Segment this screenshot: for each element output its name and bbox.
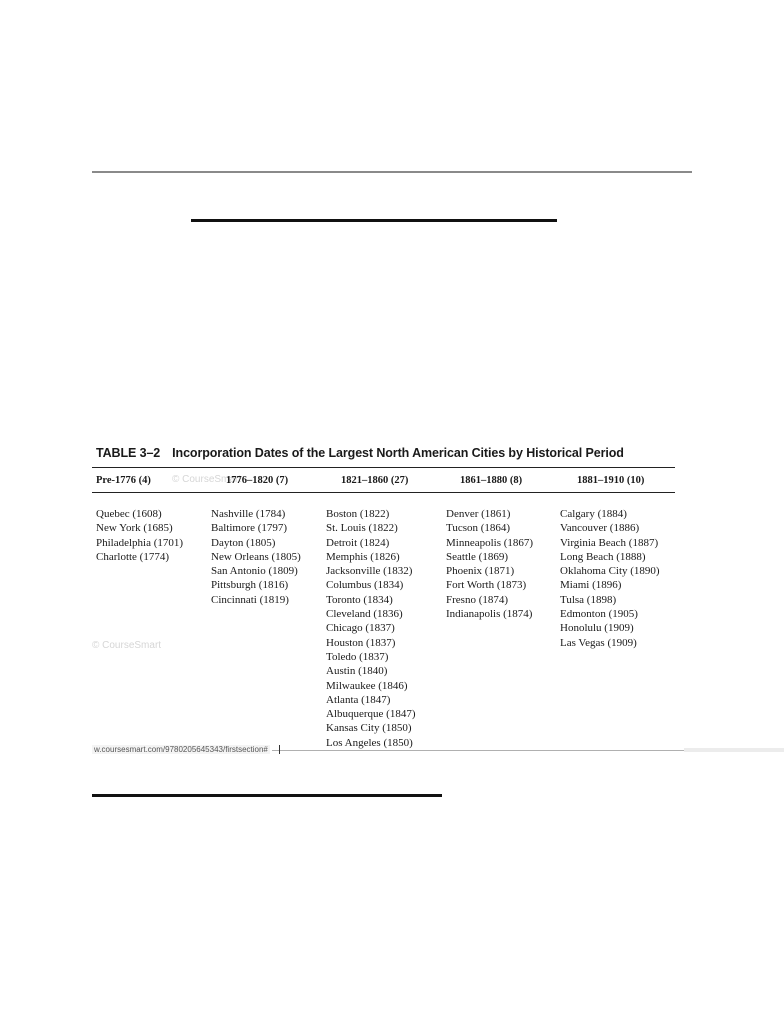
column-header-1776-1820: 1776–1820 (7) xyxy=(226,475,289,486)
table-cell-city: Dayton (1805) xyxy=(211,536,276,549)
watermark-body: © CourseSmart xyxy=(92,640,162,651)
table-cell-city: Cleveland (1836) xyxy=(326,608,403,621)
table-cell-city: Detroit (1824) xyxy=(326,536,390,549)
table-cell-city: Columbus (1834) xyxy=(326,579,404,592)
url-bar-line xyxy=(272,750,684,751)
top-horizontal-rule xyxy=(92,171,692,173)
table-cell-city: Edmonton (1905) xyxy=(560,608,638,621)
url-text[interactable]: w.coursesmart.com/9780205645343/firstsection# xyxy=(94,745,268,754)
url-status-bar xyxy=(92,745,692,757)
table-cell-city: Jacksonville (1832) xyxy=(326,565,413,578)
table-cell-city: Milwaukee (1846) xyxy=(326,679,408,692)
table-cell-city: Charlotte (1774) xyxy=(96,550,170,563)
table-cell-city: Minneapolis (1867) xyxy=(446,536,534,549)
column-1776-1820 xyxy=(211,507,301,607)
table-cell-city: Austin (1840) xyxy=(326,665,388,678)
table-header-top-rule xyxy=(92,467,675,468)
text-cursor-icon xyxy=(279,745,280,754)
table-cell-city: Phoenix (1871) xyxy=(446,565,515,578)
upper-black-rule xyxy=(191,219,557,222)
table-cell-city: Vancouver (1886) xyxy=(560,522,640,535)
table-cell-city: Kansas City (1850) xyxy=(326,722,412,735)
table-cell-city: Boston (1822) xyxy=(326,508,390,520)
watermark-header: © CourseSmart xyxy=(172,474,242,485)
table-cell-city: Los Angeles (1850) xyxy=(326,736,413,749)
table-cell-city: Nashville (1784) xyxy=(211,508,286,520)
table-cell-city: Memphis (1826) xyxy=(326,550,400,563)
table-cell-city: Virginia Beach (1887) xyxy=(560,536,659,549)
table-cell-city: Denver (1861) xyxy=(446,508,511,520)
table-cell-city: Pittsburgh (1816) xyxy=(211,579,289,592)
bottom-black-rule xyxy=(92,794,442,797)
table-cell-city: Tulsa (1898) xyxy=(560,593,617,606)
column-header-1881-1910: 1881–1910 (10) xyxy=(577,475,645,486)
table-cell-city: Calgary (1884) xyxy=(560,508,627,520)
url-bar-fade xyxy=(684,748,784,752)
column-header-1861-1880: 1861–1880 (8) xyxy=(460,475,523,486)
table-cell-city: Fresno (1874) xyxy=(446,593,509,606)
table-cell-city: New York (1685) xyxy=(96,522,173,535)
table-cell-city: New Orleans (1805) xyxy=(211,550,301,563)
table-cell-city: Philadelphia (1701) xyxy=(96,536,184,549)
table-cell-city: Toronto (1834) xyxy=(326,593,393,606)
table-cell-city: Indianapolis (1874) xyxy=(446,608,533,621)
table-cell-city: Albuquerque (1847) xyxy=(326,708,416,721)
table-cell-city: Long Beach (1888) xyxy=(560,550,646,563)
table-cell-city: Cincinnati (1819) xyxy=(211,593,289,606)
table-title: Incorporation Dates of the Largest North American Cities by Historical Period xyxy=(172,446,624,460)
table-cell-city: Fort Worth (1873) xyxy=(446,579,527,592)
table-cell-city: Baltimore (1797) xyxy=(211,522,288,535)
table-cell-city: Oklahoma City (1890) xyxy=(560,565,660,578)
table-cell-city: Chicago (1837) xyxy=(326,622,395,635)
table-number: TABLE 3–2 xyxy=(96,446,161,460)
table-cell-city: Toledo (1837) xyxy=(326,650,389,663)
column-1821-1860 xyxy=(326,507,416,750)
table-cell-city: Tucson (1864) xyxy=(446,522,511,535)
table-cell-city: Miami (1896) xyxy=(560,579,622,592)
column-1861-1880 xyxy=(446,507,533,621)
table-cell-city: St. Louis (1822) xyxy=(326,522,398,535)
table-cell-city: Honolulu (1909) xyxy=(560,622,634,635)
column-pre-1776 xyxy=(96,507,183,564)
table-caption xyxy=(96,446,696,460)
table-cell-city: San Antonio (1809) xyxy=(211,565,298,578)
table-cell-city: Seattle (1869) xyxy=(446,550,509,563)
table-cell-city: Las Vegas (1909) xyxy=(560,636,637,649)
table-cell-city: Atlanta (1847) xyxy=(326,693,391,706)
column-header-1821-1860: 1821–1860 (27) xyxy=(341,475,409,486)
table-cell-city: Quebec (1608) xyxy=(96,508,162,520)
column-1881-1910 xyxy=(560,507,660,650)
column-header-pre-1776: Pre-1776 (4) xyxy=(96,475,151,486)
table-cell-city: Houston (1837) xyxy=(326,636,396,649)
table-header-bottom-rule xyxy=(92,492,675,493)
